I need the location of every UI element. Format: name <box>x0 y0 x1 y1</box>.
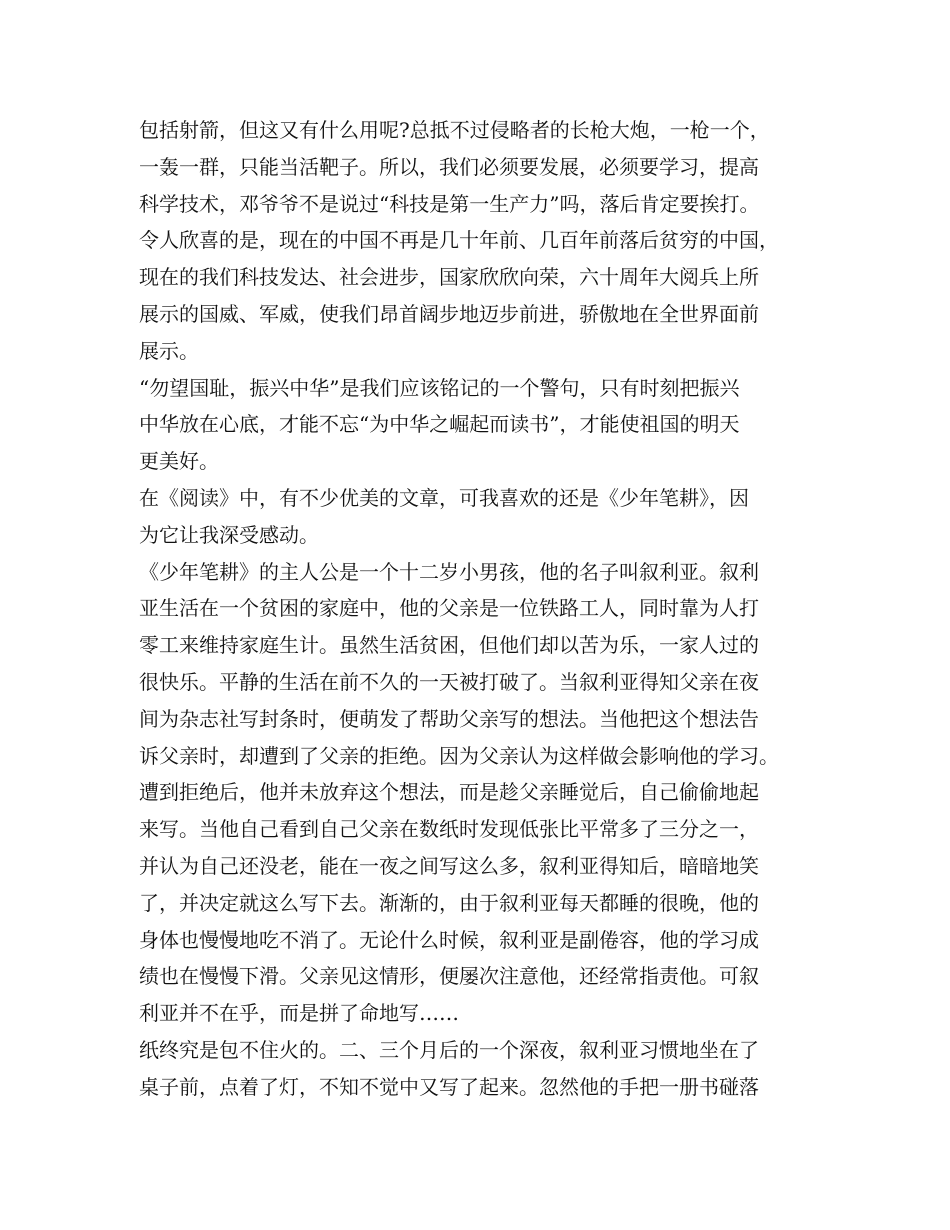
text-line: 在《阅读》中，有不少优美的文章，可我喜欢的还是《少年笔耕》，因 <box>139 485 749 510</box>
text-line: 更美好。 <box>139 449 219 474</box>
text-line: 桌子前，点着了灯，不知不觉中又写了起来。忽然他的手把一册书碰落 <box>139 1074 759 1099</box>
text-line: 身体也慢慢地吃不消了。无论什么时候，叙利亚是副倦容，他的学习成 <box>139 927 759 952</box>
text-line: 了，并决定就这么写下去。渐渐的，由于叙利亚每天都睡的很晚，他的 <box>139 890 759 915</box>
text-line: 绩也在慢慢下滑。父亲见这情形，便屡次注意他，还经常指责他。可叙 <box>139 964 759 989</box>
text-line: 科学技术，邓爷爷不是说过“科技是第一生产力”吗，落后肯定要挨打。 <box>139 191 760 216</box>
text-line: 纸终究是包不住火的。二、三个月后的一个深夜，叙利亚习惯地坐在了 <box>139 1037 759 1062</box>
text-line: 《少年笔耕》的主人公是一个十二岁小男孩，他的名子叫叙利亚。叙利 <box>139 559 759 584</box>
body-text <box>139 112 829 1106</box>
text-line: 现在的我们科技发达、社会进步，国家欣欣向荣，六十周年大阅兵上所 <box>139 265 759 290</box>
text-line: 很快乐。平静的生活在前不久的一天被打破了。当叙利亚得知父亲在夜 <box>139 669 759 694</box>
text-line: 间为杂志社写封条时，便萌发了帮助父亲写的想法。当他把这个想法告 <box>139 706 759 731</box>
text-line: “勿望国耻，振兴中华”是我们应该铭记的一个警句，只有时刻把振兴 <box>139 375 740 400</box>
text-line: 展示。 <box>139 338 199 363</box>
text-line: 并认为自己还没老，能在一夜之间写这么多，叙利亚得知后，暗暗地笑 <box>139 853 759 878</box>
text-line: 来写。当他自己看到自己父亲在数纸时发现低张比平常多了三分之一， <box>139 817 759 842</box>
text-line: 零工来维持家庭生计。虽然生活贫困，但他们却以苦为乐，一家人过的 <box>139 633 759 658</box>
text-line: 包括射箭，但这又有什么用呢?总抵不过侵略者的长枪大炮，一枪一个， <box>139 118 770 142</box>
text-line: 展示的国威、军威，使我们昂首阔步地迈步前进，骄傲地在全世界面前 <box>139 301 759 326</box>
text-line: 一轰一群，只能当活靶子。所以，我们必须要发展，必须要学习，提高 <box>139 154 759 179</box>
text-line: 令人欣喜的是，现在的中国不再是几十年前、几百年前落后贫穷的中国， <box>139 228 779 253</box>
text-line: 中华放在心底，才能不忘“为中华之崛起而读书”，才能使祖国的明天 <box>139 412 740 437</box>
text-line: 诉父亲时，却遭到了父亲的拒绝。因为父亲认为这样做会影响他的学习。 <box>139 743 779 768</box>
text-line: 为它让我深受感动。 <box>139 522 319 547</box>
text-line: 利亚并不在乎，而是拼了命地写…… <box>139 1001 459 1026</box>
text-line: 亚生活在一个贫困的家庭中，他的父亲是一位铁路工人，同时靠为人打 <box>139 596 759 621</box>
text-line: 遭到拒绝后，他并未放弃这个想法，而是趁父亲睡觉后，自己偷偷地起 <box>139 780 759 805</box>
